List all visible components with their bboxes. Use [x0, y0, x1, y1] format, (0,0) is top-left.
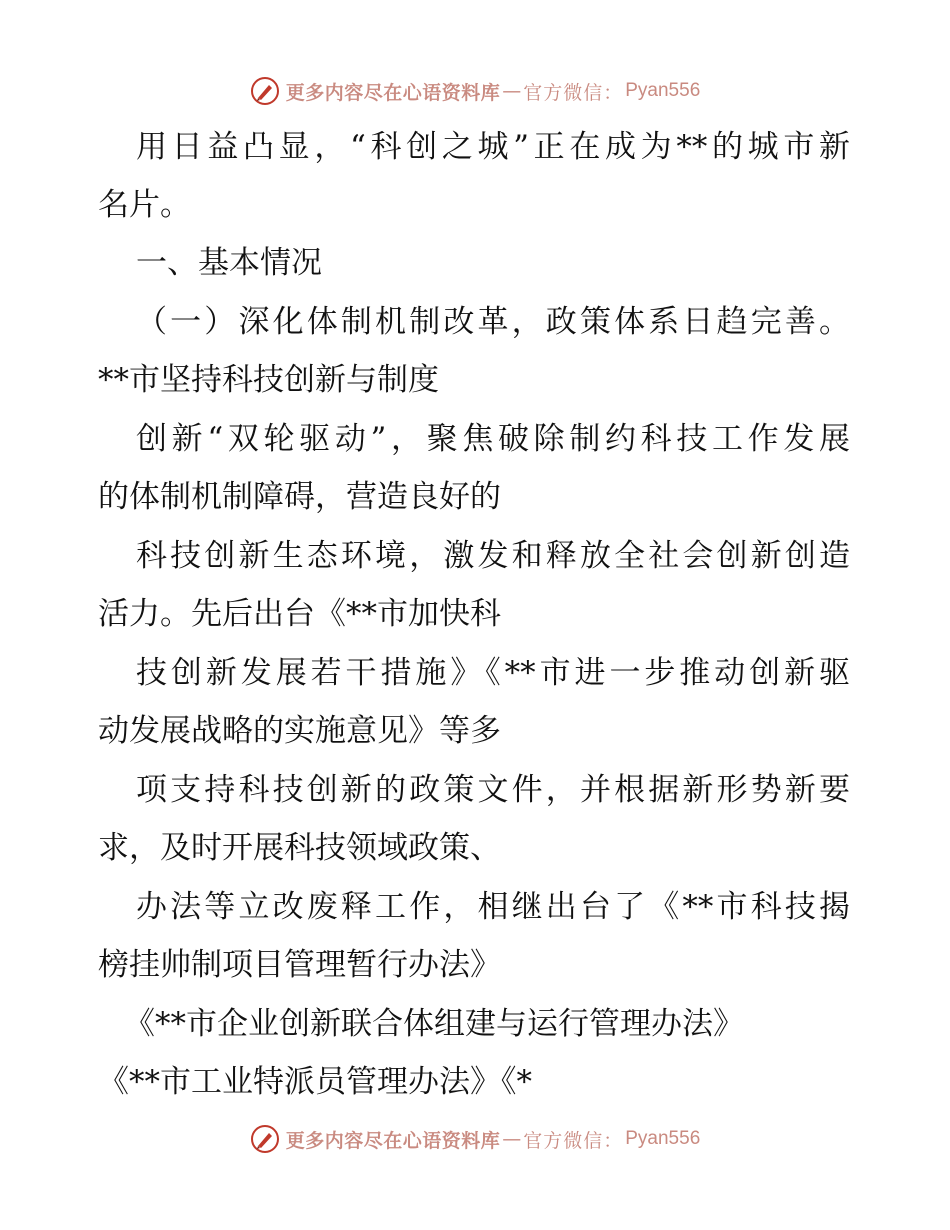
watermark-text: 更多内容尽在心语资料库: [285, 1129, 501, 1152]
body-line: 创新“双轮驱动”，聚焦破除制约科技工作发展: [136, 421, 850, 457]
watermark-label: 官方微信：: [523, 81, 624, 104]
body-line: 《**市企业创新联合体组建与运行管理办法》: [124, 1006, 744, 1042]
watermark-separator: —: [502, 1128, 522, 1150]
body-line: 用日益凸显，“科创之城”正在成为**的城市新: [136, 129, 850, 165]
watermark-wechat-id: Pyan556: [625, 80, 701, 101]
body-line: **市坚持科技创新与制度: [98, 362, 439, 398]
body-line: 活力。先后出台《**市加快科: [98, 596, 501, 632]
body-line: 办法等立改废释工作，相继出台了《**市科技揭: [136, 889, 850, 925]
watermark-separator: —: [502, 80, 522, 102]
body-line: 动发展战略的实施意见》等多: [98, 713, 501, 749]
body-line: 的体制机制障碍，营造良好的: [98, 479, 501, 515]
watermark-label: 官方微信：: [523, 1129, 624, 1152]
body-line: 榜挂帅制项目管理暂行办法》: [98, 947, 501, 983]
body-line: 求，及时开展科技领域政策、: [98, 830, 501, 866]
footer-watermark: [0, 1119, 950, 1159]
body-line: 名片。: [98, 187, 191, 223]
watermark-wechat-id: Pyan556: [625, 1128, 701, 1149]
body-line: 项支持科技创新的政策文件，并根据新形势新要: [136, 772, 850, 808]
body-line: 科技创新生态环境，激发和释放全社会创新创造: [136, 538, 850, 574]
pen-logo-icon: [250, 1124, 280, 1154]
subsection-heading: （一）深化体制机制改革，政策体系日趋完善。: [136, 304, 850, 340]
body-line: 《**市工业特派员管理办法》《*: [98, 1064, 532, 1100]
watermark-text: 更多内容尽在心语资料库: [285, 81, 501, 104]
section-heading: 一、基本情况: [136, 245, 322, 281]
body-line: 技创新发展若干措施》《**市进一步推动创新驱: [136, 655, 850, 691]
